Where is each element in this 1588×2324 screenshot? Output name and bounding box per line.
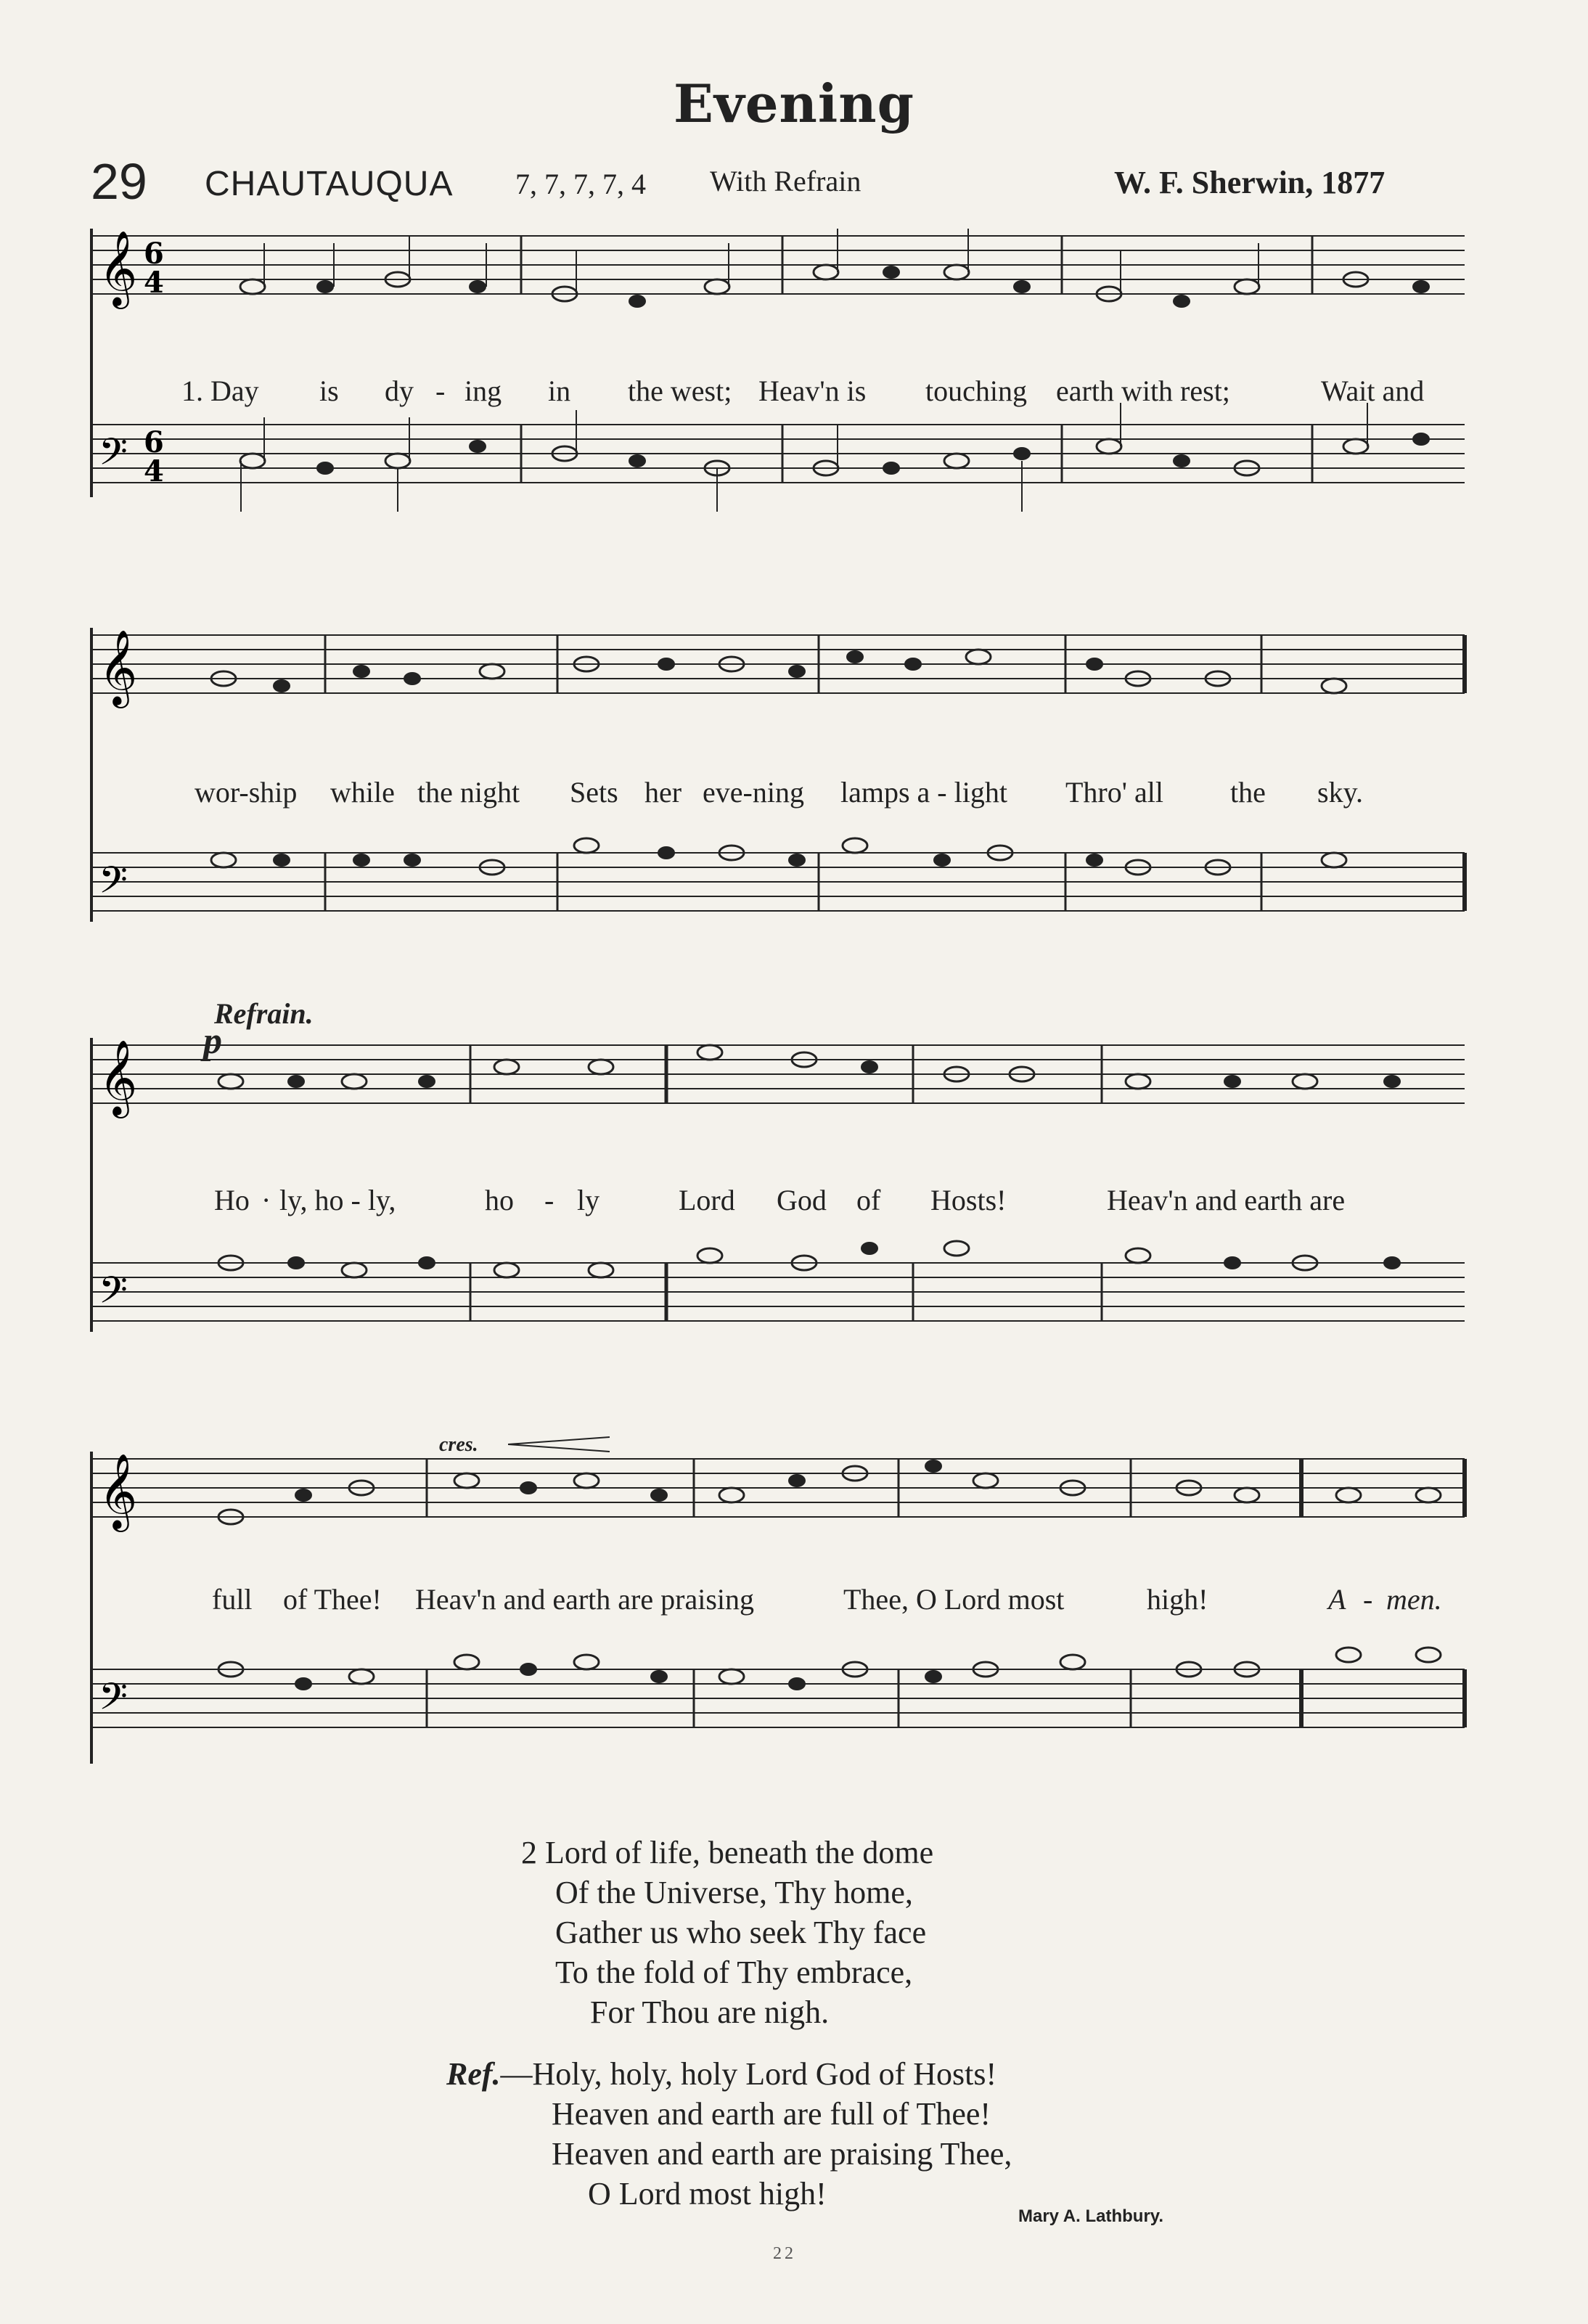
stanza-line: Of the Universe, Thy home, [555,1875,913,1910]
music-system-2 [86,621,1472,925]
refrain-text-label: Ref. [446,2056,501,2092]
refrain-text [446,2054,1012,2214]
bass-clef-icon: 𝄢 [99,430,128,483]
stanza-line: To the fold of Thy embrace, [555,1955,913,1990]
dynamic-marking: p [203,1020,222,1062]
bass-clef-icon: 𝄢 [99,858,128,911]
stanza-2 [521,1833,933,2032]
refrain-label: Refrain. [214,997,314,1030]
stanza-line: For Thou are nigh. [590,1994,830,2030]
refrain-line: O Lord most high! [588,2176,827,2212]
bass-clef-icon: 𝄢 [99,1268,128,1321]
tune-name: CHAUTAUQUA [205,165,454,203]
notes [240,265,1430,475]
refrain-note: With Refrain [710,165,861,197]
refrain-line: Heaven and earth are praising Thee, [552,2136,1012,2172]
meter: 7, 7, 7, 7, 4 [515,168,646,200]
treble-clef-icon: 𝄞 [99,1453,138,1529]
author: Mary A. Lathbury. [1018,2206,1164,2226]
svg-text:4: 4 [144,266,164,300]
crescendo-label: cres. [439,1433,478,1456]
treble-clef-icon: 𝄞 [99,230,138,306]
page-title: Evening [674,73,914,134]
refrain-line: —Holy, holy, holy Lord God of Hosts! [500,2056,997,2092]
hymn-number: 29 [91,153,147,210]
composer: W. F. Sherwin, 1877 [1114,165,1386,200]
svg-text:4: 4 [144,454,164,488]
bass-clef-icon: 𝄢 [99,1674,128,1727]
page-number: 22 [773,2244,796,2263]
stanza-line: Gather us who seek Thy face [555,1915,927,1950]
refrain-line: Heaven and earth are full of Thee! [552,2096,991,2132]
time-signature: 6 [144,237,164,271]
bass-staff [93,425,1465,483]
stanza-line: 2 Lord of life, beneath the dome [521,1835,934,1870]
treble-clef-icon: 𝄞 [99,629,138,705]
svg-text:6: 6 [144,425,164,459]
treble-clef-icon: 𝄞 [99,1039,138,1116]
